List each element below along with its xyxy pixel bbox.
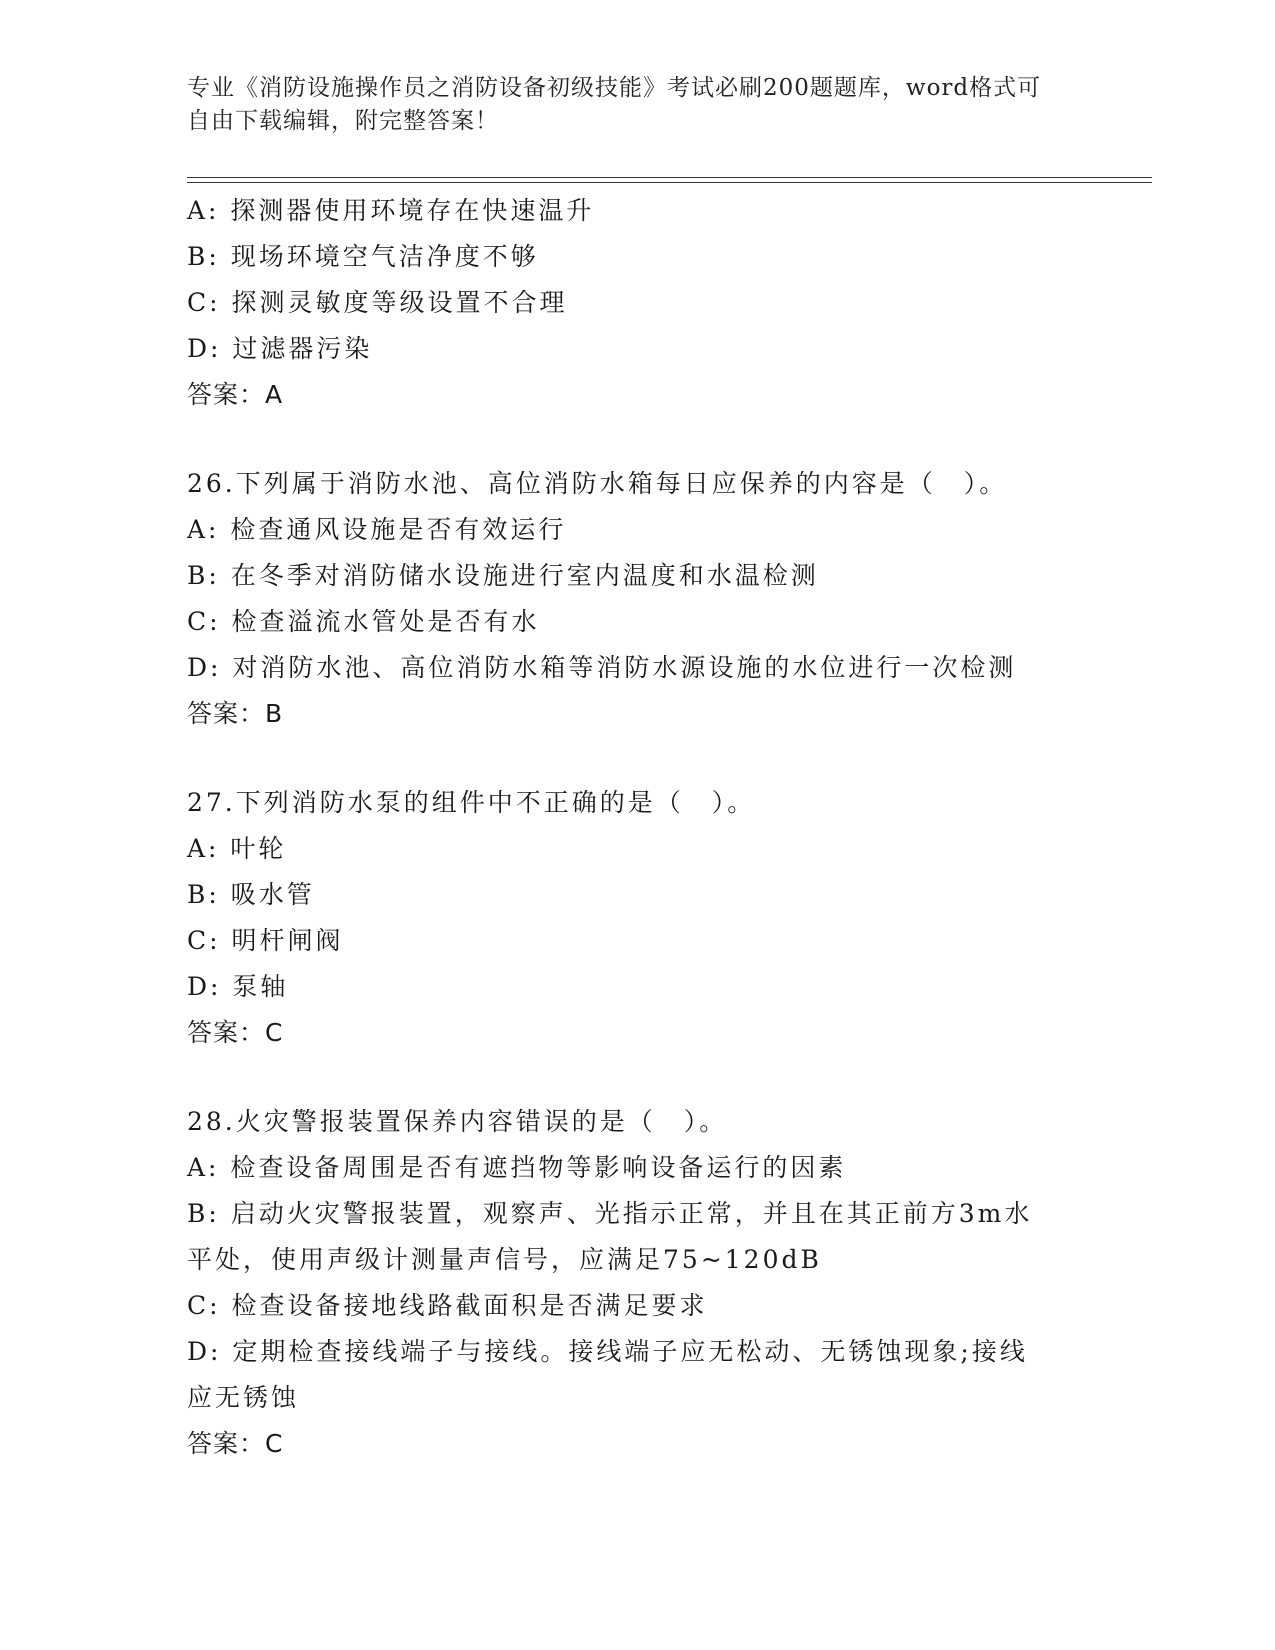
answer: 答案：A: [187, 380, 284, 409]
option-a: A: 探测器使用环境存在快速温升: [187, 196, 595, 225]
spacer: [187, 418, 1087, 461]
answer: 答案：B: [187, 699, 284, 728]
question-25: [187, 188, 1087, 418]
option-d: D: 过滤器污染: [187, 334, 373, 363]
option-a: A: 叶轮: [187, 834, 287, 863]
option-b: B: 吸水管: [187, 880, 315, 909]
answer: 答案：C: [187, 1429, 284, 1458]
option-c: C: 检查溢流水管处是否有水: [187, 607, 540, 636]
option-a: A: 检查设备周围是否有遮挡物等影响设备运行的因素: [187, 1153, 847, 1182]
document-body: [187, 188, 1087, 1467]
option-c: C: 检查设备接地线路截面积是否满足要求: [187, 1291, 708, 1320]
option-a: A: 检查通风设施是否有效运行: [187, 515, 567, 544]
option-c: C: 明杆闸阀: [187, 926, 344, 955]
question-27: [187, 780, 1087, 1056]
spacer: [187, 737, 1087, 780]
option-b: B: 启动火灾警报装置，观察声、光指示正常，并且在其正前方3m水: [187, 1199, 1033, 1228]
answer: 答案：C: [187, 1018, 284, 1047]
option-d: D: 对消防水池、高位消防水箱等消防水源设施的水位进行一次检测: [187, 653, 1017, 682]
question-stem: 26.下列属于消防水池、高位消防水箱每日应保养的内容是（ ）。: [187, 469, 1008, 498]
header-divider-top: [187, 177, 1152, 178]
question-stem: 28.火灾警报装置保养内容错误的是（ ）。: [187, 1107, 728, 1136]
header-line-2: 自由下载编辑，附完整答案！: [187, 108, 499, 134]
option-b: B: 在冬季对消防储水设施进行室内温度和水温检测: [187, 561, 819, 590]
option-b-continued: 平处，使用声级计测量声信号，应满足75~120dB: [187, 1245, 822, 1274]
document-header: [187, 72, 1067, 138]
header-line-1: 专业《消防设施操作员之消防设备初级技能》考试必刷200题题库，word格式可: [187, 75, 1042, 101]
option-d: D: 泵轴: [187, 972, 289, 1001]
question-26: [187, 461, 1087, 737]
question-stem: 27.下列消防水泵的组件中不正确的是（ ）。: [187, 788, 756, 817]
question-28: [187, 1099, 1087, 1467]
option-b: B: 现场环境空气洁净度不够: [187, 242, 539, 271]
header-divider-bottom: [187, 182, 1152, 183]
spacer: [187, 1056, 1087, 1099]
option-d: D: 定期检查接线端子与接线。接线端子应无松动、无锈蚀现象;接线: [187, 1337, 1028, 1366]
option-d-continued: 应无锈蚀: [187, 1383, 300, 1412]
option-c: C: 探测灵敏度等级设置不合理: [187, 288, 568, 317]
